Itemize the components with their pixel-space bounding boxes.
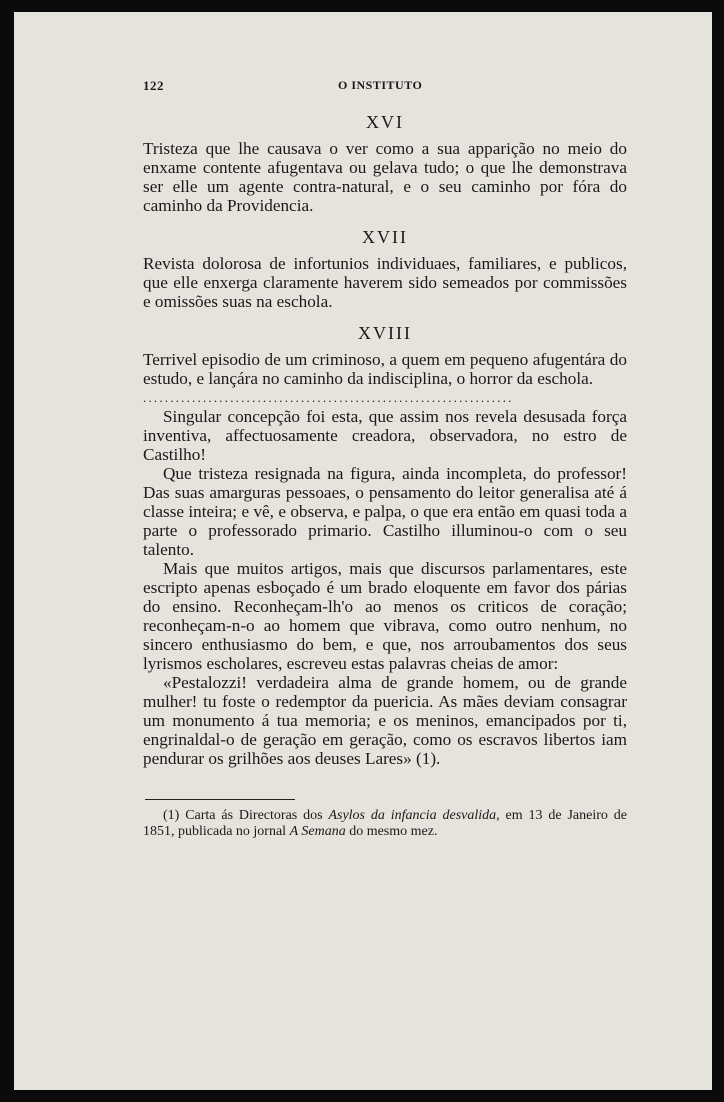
ellipsis-divider: .................................................................... [143, 391, 514, 405]
body-paragraph: Mais que muitos artigos, mais que discursos parlamentares, este escripto apenas esboçado é um brado eloquente em favor dos párias do ensino. Reconheçam-lh'o ao menos os criticos de coração; reconheçam-n-o ao homem que vibrava, como outro nenhum, no sincero enthusiasmo do bem, e que, nos arroubamentos dos seus lyrismos escholares, escreveu estas palavras cheias de amor: [143, 559, 627, 673]
footnote-italic-journal: A Semana [289, 824, 346, 839]
section-heading-xvii: XVII [362, 227, 408, 247]
page [14, 12, 712, 1090]
footnote-italic-title: Asylos da infancia desvalida, [328, 808, 500, 823]
running-head [143, 78, 627, 100]
footnote-text: em 13 de Janeiro de 1851, publicada no jornal [143, 808, 627, 839]
footnote-text: do mesmo mez. [345, 824, 438, 839]
section-text-xvi: Tristeza que lhe causava o ver como a sua apparição no meio do enxame contente afugentava ou gelava tudo; o que lhe demonstrava ser elle um agente contra-natural, e o seu caminho por fóra do caminho da Providencia. [143, 139, 627, 215]
page-content [143, 78, 627, 840]
footnote-rule [145, 799, 295, 800]
page-number: 122 [143, 78, 164, 93]
footnote [143, 808, 627, 840]
quotation-paragraph: «Pestalozzi! verdadeira alma de grande homem, ou de grande mulher! tu foste o redemptor da puericia. As mães deviam consagrar um monumento á tua memoria; e os meninos, emancipados por ti, engrinaldal-o de geração em geração, como os escravos libertos iam pendurar os grilhões aos deuses Lares» (1). [143, 673, 627, 768]
section-heading-xvi: XVI [366, 112, 404, 132]
section-heading-xviii: XVIII [358, 323, 412, 343]
body-paragraph: Que tristeza resignada na figura, ainda incompleta, do professor! Das suas amarguras pessoaes, o pensamento do leitor generalisa até á classe inteira; e vê, e observa, e palpa, o que era então em quasi toda a parte o professorado primario. Castilho illuminou-o com o seu talento. [143, 464, 627, 559]
running-title: O INSTITUTO [338, 78, 423, 92]
section-text-xviii: Terrivel episodio de um criminoso, a quem em pequeno afugentára do estudo, e lançára no caminho da indisciplina, o horror da eschola. [143, 350, 627, 388]
body-paragraph: Singular concepção foi esta, que assim nos revela desusada força inventiva, affectuosamente creadora, observadora, no estro de Castilho! [143, 407, 627, 464]
footnote-text: Carta ás Directoras dos [179, 808, 329, 823]
footnote-marker: (1) [163, 808, 180, 823]
section-text-xvii: Revista dolorosa de infortunios individuaes, familiares, e publicos, que elle enxerga claramente haverem sido semeados por commissões e omissões suas na eschola. [143, 254, 627, 311]
